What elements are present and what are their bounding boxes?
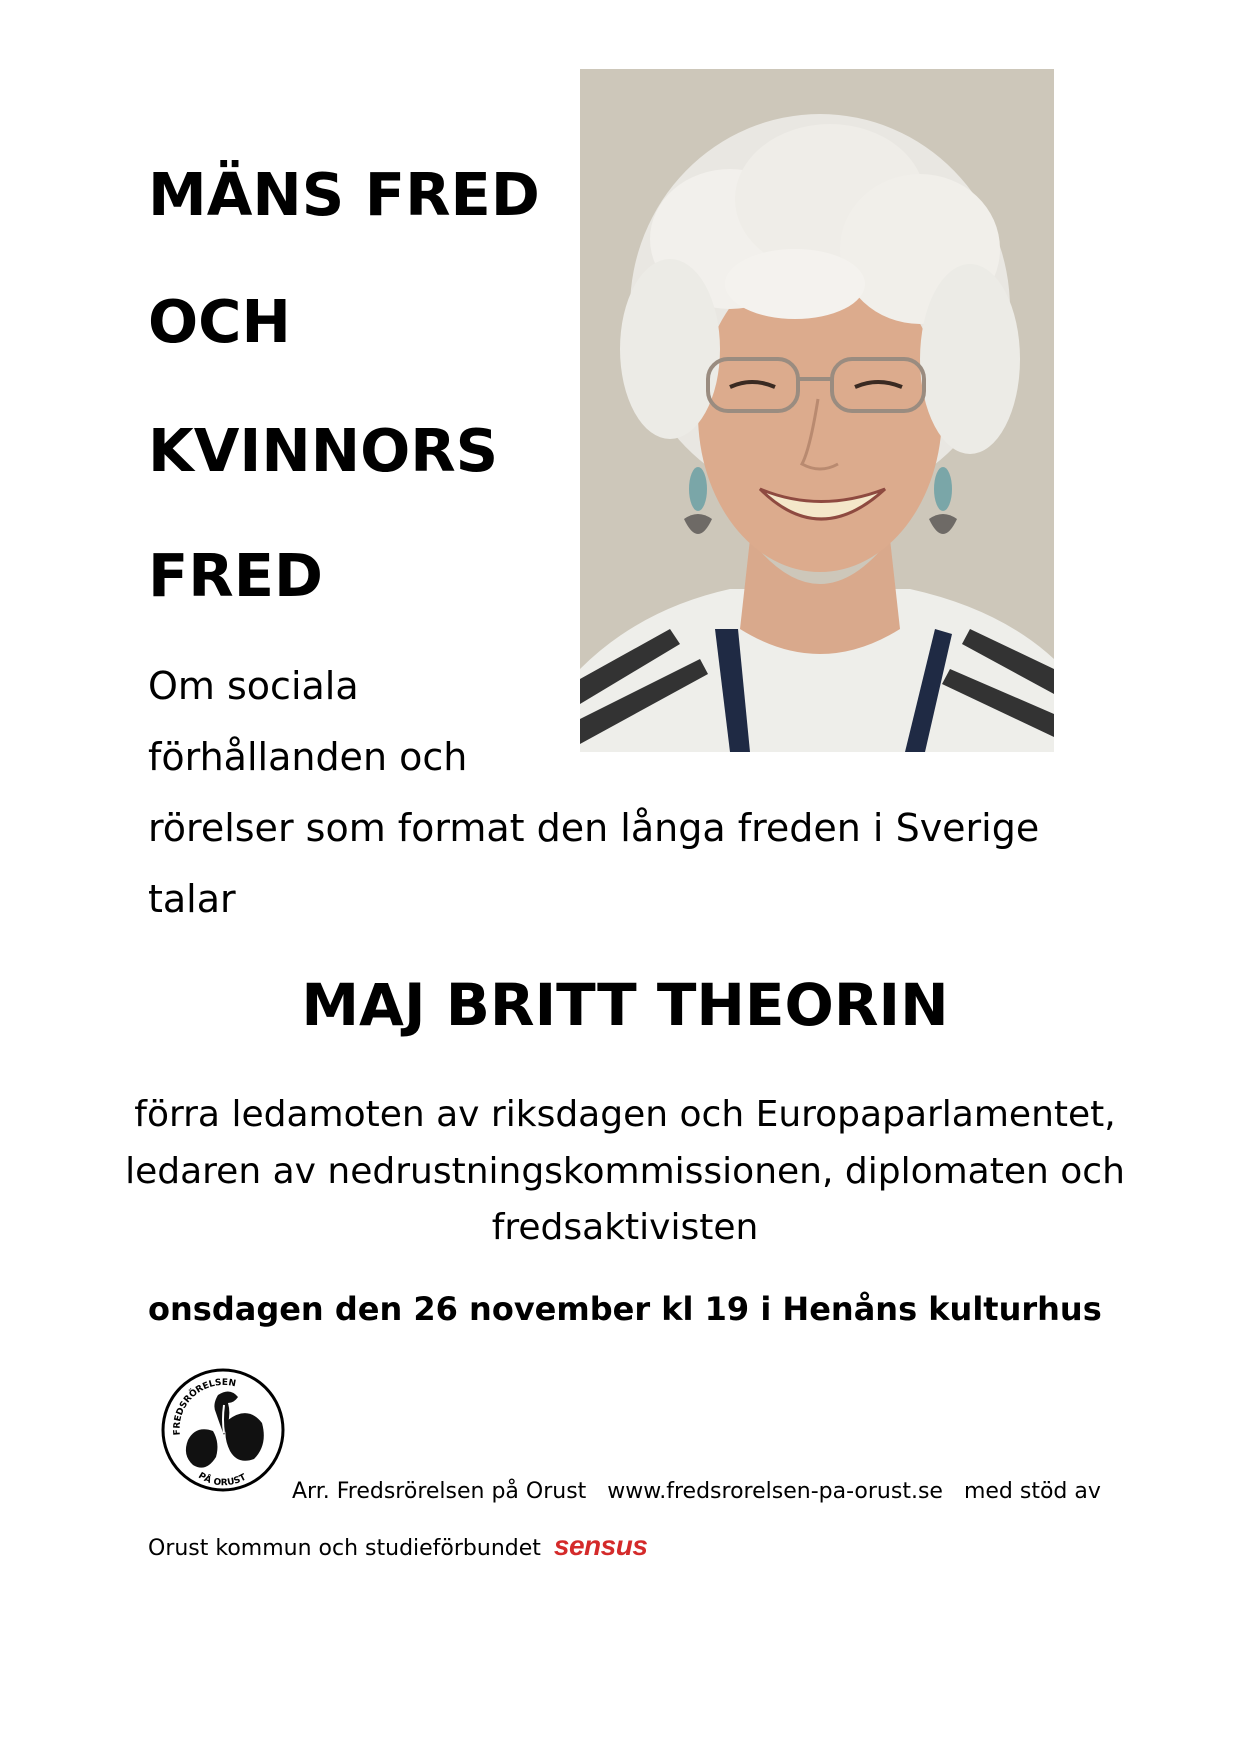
- footer-support: med stöd av: [963, 1479, 1101, 1504]
- heading-line-2: OCH: [148, 287, 291, 356]
- speaker-description-line-3: fredsaktivisten: [491, 1207, 759, 1248]
- footer-organizer: Arr. Fredsrörelsen på Orust: [292, 1479, 587, 1504]
- footer-sponsor-text: Orust kommun och studieförbundet: [148, 1536, 541, 1561]
- heading-line-1: MÄNS FRED: [148, 160, 540, 229]
- event-date-location: onsdagen den 26 november kl 19 i Henåns kulturhus: [148, 1290, 1102, 1328]
- portrait-photo: [580, 69, 1054, 752]
- intro-line-3: rörelser som format den långa freden i Sverige: [148, 806, 1040, 850]
- footer-website-link[interactable]: www.fredsrorelsen-pa-orust.se: [607, 1479, 943, 1504]
- speaker-description-line-2: ledaren av nedrustningskommissionen, diplomaten och: [125, 1151, 1125, 1192]
- footer-sponsor-line: [148, 1532, 647, 1560]
- peace-dove-logo: [158, 1365, 288, 1495]
- intro-line-2: förhållanden och: [148, 735, 468, 779]
- heading-line-4: FRED: [148, 541, 324, 610]
- sensus-logo: sensus: [553, 1530, 648, 1561]
- footer-organizer-line: [292, 1481, 1101, 1503]
- intro-line-1: Om sociala: [148, 664, 359, 708]
- logo-arc-text-top: FREDSRÖRELSEN: [172, 1377, 237, 1436]
- heading-line-3: KVINNORS: [148, 416, 499, 485]
- intro-line-4: talar: [148, 877, 236, 921]
- speaker-description-line-1: förra ledamoten av riksdagen och Europaparlamentet,: [134, 1094, 1116, 1135]
- logo-arc-text-bottom: PÅ ORUST: [196, 1471, 248, 1489]
- speaker-name: MAJ BRITT THEORIN: [301, 971, 949, 1039]
